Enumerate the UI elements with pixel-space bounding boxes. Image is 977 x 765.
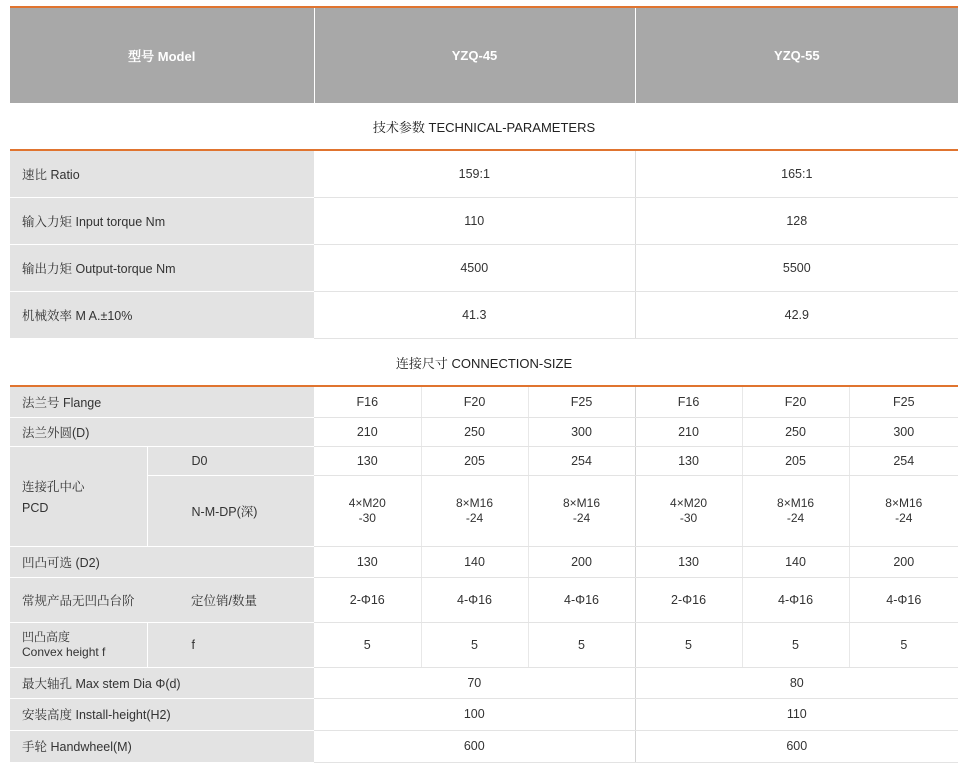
cell: 4×M20 -30 — [635, 475, 742, 546]
cell: 128 — [635, 198, 958, 245]
row-label: 输入力矩 Input torque Nm — [10, 198, 314, 245]
table-row — [10, 387, 958, 417]
cell: 70 — [314, 667, 635, 698]
convex-label-en: Convex height f — [22, 644, 106, 659]
cell: 130 — [635, 546, 742, 577]
cell: 300 — [849, 417, 958, 446]
cell: 2-Φ16 — [635, 577, 742, 622]
cell: 4500 — [314, 245, 635, 292]
cell: 4-Φ16 — [421, 577, 528, 622]
cell: 8×M16 -24 — [849, 475, 958, 546]
cell: F20 — [742, 387, 849, 417]
cell: 210 — [635, 417, 742, 446]
cell: 130 — [314, 446, 421, 475]
cell: 600 — [314, 730, 635, 762]
model-yzq55: YZQ-55 — [635, 8, 958, 103]
table-row — [10, 446, 958, 475]
cell: 8×M16 -24 — [742, 475, 849, 546]
row-label: 法兰号 Flange — [10, 387, 314, 417]
cell: F20 — [421, 387, 528, 417]
cell: 130 — [314, 546, 421, 577]
spec-table-container — [10, 6, 958, 763]
row-label: 法兰外圆(D) — [10, 417, 314, 446]
table-row — [10, 417, 958, 446]
cell: 130 — [635, 446, 742, 475]
row-label: 手轮 Handwheel(M) — [10, 730, 314, 762]
cell: 254 — [528, 446, 635, 475]
model-yzq45: YZQ-45 — [314, 8, 635, 103]
cell: 8×M16 -24 — [528, 475, 635, 546]
cell: 205 — [421, 446, 528, 475]
table-row — [10, 622, 958, 667]
cell: 254 — [849, 446, 958, 475]
table-row — [10, 730, 958, 762]
cell: 5 — [314, 622, 421, 667]
cell: 250 — [421, 417, 528, 446]
cell: 5 — [742, 622, 849, 667]
convex-label-cn: 凹凸高度 — [22, 629, 71, 644]
table-row — [10, 667, 958, 698]
cell: 110 — [635, 698, 958, 730]
row-label: 常规产品无凹凸台阶 — [10, 577, 147, 622]
cell: 5500 — [635, 245, 958, 292]
row-label: 安装高度 Install-height(H2) — [10, 698, 314, 730]
table-row — [10, 198, 958, 245]
model-label: 型号 Model — [10, 8, 314, 103]
cell: 165:1 — [635, 151, 958, 198]
table-row — [10, 698, 958, 730]
row-sublabel: f — [147, 622, 314, 667]
row-label: 凹凸可选 (D2) — [10, 546, 314, 577]
cell: 4-Φ16 — [742, 577, 849, 622]
connection-section-title: 连接尺寸 CONNECTION-SIZE — [10, 339, 958, 386]
cell: 300 — [528, 417, 635, 446]
spec-table — [10, 8, 958, 763]
technical-section-row — [10, 103, 958, 149]
cell: 200 — [849, 546, 958, 577]
row-label — [10, 622, 147, 667]
cell: 100 — [314, 698, 635, 730]
cell: 4-Φ16 — [849, 577, 958, 622]
cell: 41.3 — [314, 292, 635, 339]
cell: 5 — [635, 622, 742, 667]
cell: 2-Φ16 — [314, 577, 421, 622]
cell: 250 — [742, 417, 849, 446]
row-sublabel: N-M-DP(深) — [147, 475, 314, 546]
table-row — [10, 245, 958, 292]
cell: 5 — [849, 622, 958, 667]
cell: 5 — [421, 622, 528, 667]
header-row — [10, 8, 958, 103]
cell: F25 — [528, 387, 635, 417]
cell: 140 — [742, 546, 849, 577]
row-label: 输出力矩 Output-torque Nm — [10, 245, 314, 292]
cell: 159:1 — [314, 151, 635, 198]
cell: 210 — [314, 417, 421, 446]
cell: F16 — [314, 387, 421, 417]
connection-section-row — [10, 339, 958, 386]
row-label: 机械效率 M A.±10% — [10, 292, 314, 339]
cell: 205 — [742, 446, 849, 475]
cell: F25 — [849, 387, 958, 417]
pcd-label-cn: 连接孔中心 — [22, 480, 85, 494]
cell: 5 — [528, 622, 635, 667]
table-row — [10, 151, 958, 198]
row-sublabel: 定位销/数量 — [147, 577, 314, 622]
cell: 42.9 — [635, 292, 958, 339]
cell: 4×M20 -30 — [314, 475, 421, 546]
cell: 8×M16 -24 — [421, 475, 528, 546]
table-row — [10, 475, 958, 546]
row-label: 最大轴孔 Max stem Dia Φ(d) — [10, 667, 314, 698]
cell: 200 — [528, 546, 635, 577]
table-row — [10, 577, 958, 622]
row-label: 速比 Ratio — [10, 151, 314, 198]
cell: 110 — [314, 198, 635, 245]
cell: F16 — [635, 387, 742, 417]
pcd-label-en: PCD — [22, 501, 49, 515]
technical-section-title: 技术参数 TECHNICAL-PARAMETERS — [10, 103, 958, 149]
cell: 4-Φ16 — [528, 577, 635, 622]
cell: 600 — [635, 730, 958, 762]
cell: 140 — [421, 546, 528, 577]
cell: 80 — [635, 667, 958, 698]
table-row — [10, 546, 958, 577]
row-sublabel: D0 — [147, 446, 314, 475]
pcd-label — [10, 446, 147, 546]
table-row — [10, 292, 958, 339]
